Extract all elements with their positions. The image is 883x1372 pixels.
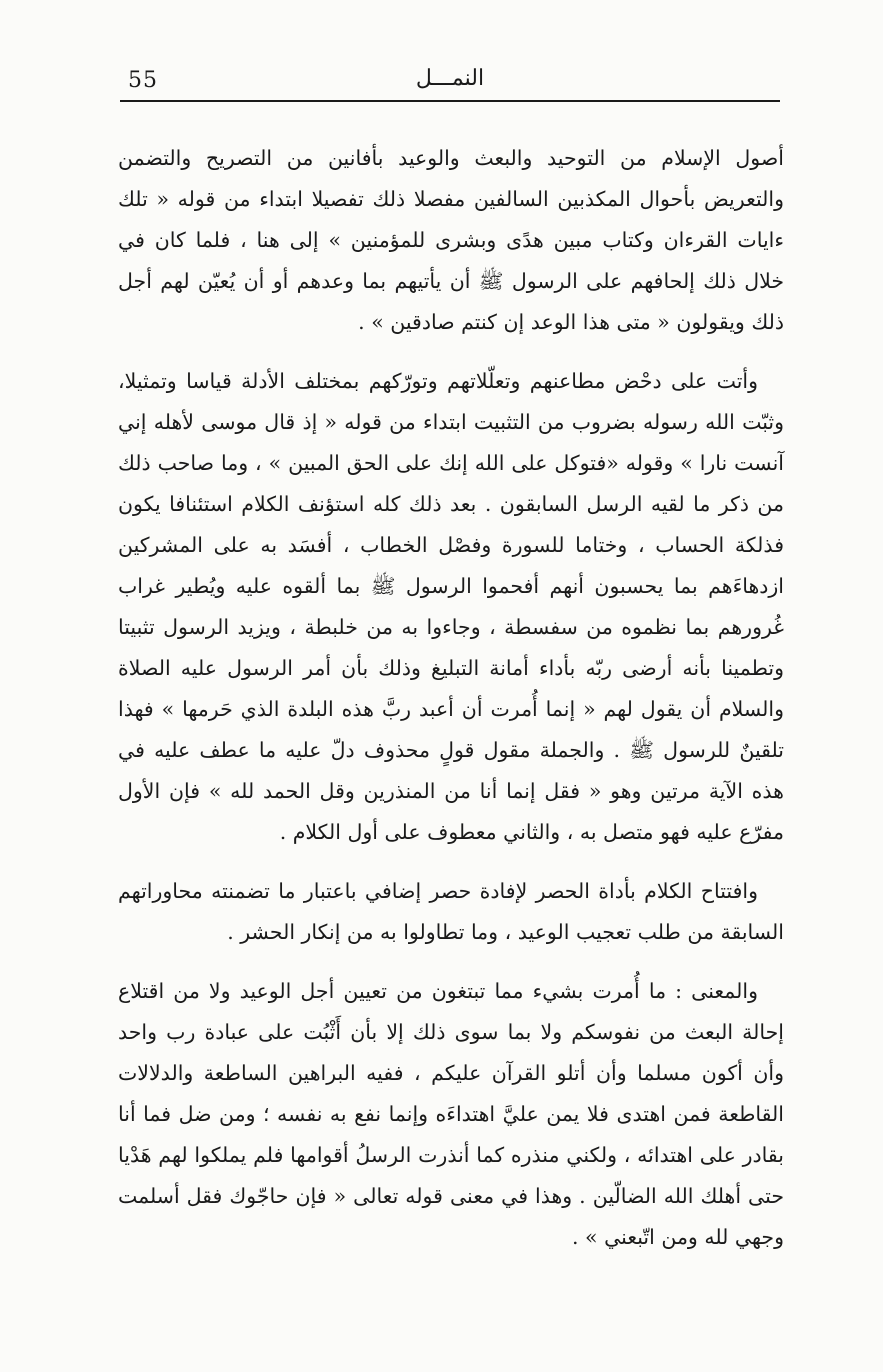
paragraph-1: أصول الإسلام من التوحيد والبعث والوعيد بأفانين من التصريح والتضمن والتعريض بأحوال المكذبين السالفين مفصلا ذلك تفصيلا ابتداء من قوله « تلك ءايات القرءان وكتاب مبين هدًى وبشرى للمؤمنين » إلى هنا ، فلما كان في خلال ذلك إلحافهم على الرسول ﷺ أن يأتيهم بما وعدهم أو أن يُعيّن لهم أجل ذلك ويقولون « متى هذا الوعد إن كنتم صادقين » . [118,146,784,334]
page-header [120,58,780,102]
paragraph-4: والمعنى : ما أُمرت بشيء مما تبتغون من تعيين أجل الوعيد ولا من اقتلاع إحالة البعث من نفوسكم ولا بما سوى ذلك إلا بأن أَثْبُت على عبادة رب واحد وأن أكون مسلما وأن أتلو القرآن عليكم ، ففيه البراهين الساطعة والدلالات القاطعة فمن اهتدى فلا يمن عليَّ اهتداءَه وإنما نفع به نفسه ؛ ومن ضل فما أنا بقادر على اهتدائه ، ولكني منذره كما أنذرت الرسلُ أقوامها فلم يملكوا لهم هَدْيا حتى أهلك الله الضالّين . وهذا في معنى قوله تعالى « فإن حاجّوك فقل أسلمت وجهي لله ومن اتّبعني » . [118,979,784,1249]
page-body [118,138,784,1276]
running-title: النمـــل [415,66,485,91]
paragraph-2: وأتت على دحْض مطاعنهم وتعلّلاتهم وتورّكهم بمختلف الأدلة قياسا وتمثيلا، وثبّت الله رسوله بضروب من التثبيت ابتداء من قوله « إذ قال موسى لأهله إني آنست نارا » وقوله «فتوكل على الله إنك على الحق المبين » ، وما صاحب ذلك من ذكر ما لقيه الرسل السابقون . بعد ذلك كله استؤنف الكلام استئنافا يكون فذلكة الحساب ، وختاما للسورة وفصْل الخطاب ، أفسَد به على المشركين ازدهاءَهم بما يحسبون أنهم أفحموا الرسول ﷺ بما ألقوه عليه ويُطير غراب غُرورهم بما نظموه من سفسطة ، وجاءوا به من خلبطة ، ويزيد الرسول تثبيتا وتطمينا بأنه أرضى ربّه بأداء أمانة التبليغ وذلك بأن أمر الرسول عليه الصلاة والسلام أن يقول لهم « إنما أُمرت أن أعبد ربَّ هذه البلدة الذي حَرمها » فهذا تلقينٌ للرسول ﷺ . والجملة مقول قولٍ محذوف دلّ عليه ما عطف عليه في هذه الآية مرتين وهو « فقل إنما أنا من المنذرين وقل الحمد لله » فإن الأول مفرّع عليه فهو متصل به ، والثاني معطوف على أول الكلام . [118,369,784,844]
page-number: 55 [128,68,158,93]
paragraph-3: وافتتاح الكلام بأداة الحصر لإفادة حصر إضافي باعتبار ما تضمنته محاوراتهم السابقة من طلب تعجيب الوعيد ، وما تطاولوا به من إنكار الحشر . [118,879,784,944]
header-rule [120,100,780,102]
